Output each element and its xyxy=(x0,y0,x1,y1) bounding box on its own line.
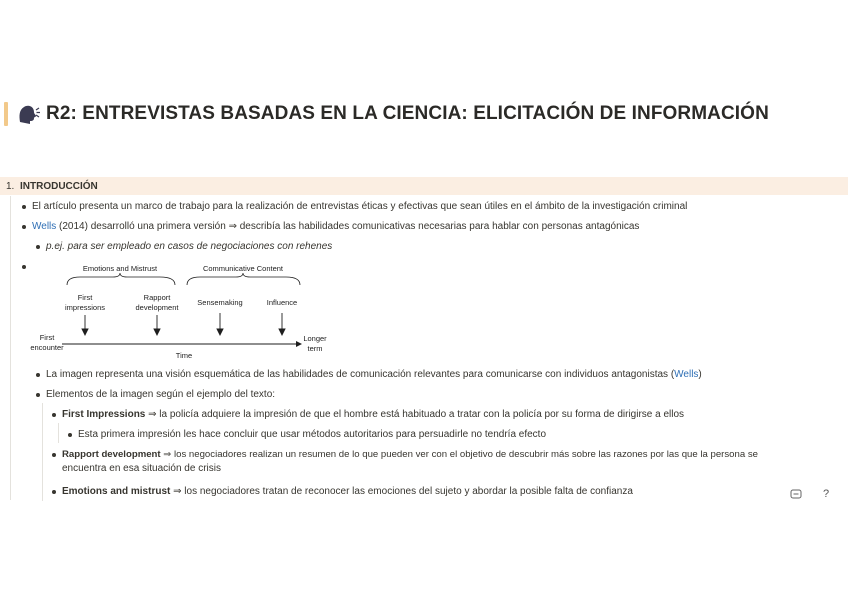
list-item-text: ⇒ los negociadores tratan de reconocer las emociones del sujeto y abordar la posible falta de confianza xyxy=(170,486,633,497)
list-item-text: ) xyxy=(698,369,702,380)
term-first-impressions: First Impressions xyxy=(62,409,146,420)
list-item xyxy=(62,448,758,461)
list-item xyxy=(62,408,684,421)
section-header[interactable] xyxy=(0,177,848,195)
diagram-label-first: First xyxy=(77,293,93,302)
term-rapport-development: Rapport development xyxy=(62,449,161,460)
diagram-label-rapport: Rapport xyxy=(143,293,171,302)
bullet-marker xyxy=(52,453,56,457)
nested-list-border xyxy=(42,403,43,501)
bullet-marker xyxy=(22,205,26,209)
comments-button[interactable] xyxy=(787,485,805,503)
diagram-timeline-arrowhead xyxy=(296,341,302,347)
bullet-marker xyxy=(36,245,40,249)
list-item-text: La imagen representa una visión esquemática de las habilidades de comunicación relevantes para comunicarse con individuos antagonistas ( xyxy=(46,369,675,380)
bullet-marker xyxy=(68,433,72,437)
diagram-label-start-1: First xyxy=(39,333,55,342)
diagram-label-sensemaking: Sensemaking xyxy=(197,298,243,307)
help-button[interactable] xyxy=(817,485,835,503)
list-item: Esta primera impresión les hace concluir que usar métodos autoritarios para persuadirle no tendría efecto xyxy=(78,429,547,440)
diagram-arrows xyxy=(82,313,285,335)
section-content-border xyxy=(10,196,11,500)
diagram-brace-right xyxy=(187,273,300,285)
diagram-label-influence: Influence xyxy=(266,298,298,307)
list-item: Elementos de la imagen según el ejemplo del texto: xyxy=(46,389,276,400)
diagram-axis-label: Time xyxy=(175,351,193,360)
list-item: p.ej. para ser empleado en casos de negociaciones con rehenes xyxy=(46,241,333,252)
diagram-label-development: development xyxy=(135,303,179,312)
bullet-marker xyxy=(36,393,40,397)
wells-link[interactable]: Wells xyxy=(674,369,699,380)
bullet-marker xyxy=(22,265,26,269)
speaking-head-icon xyxy=(16,102,40,126)
list-item xyxy=(46,368,702,381)
page-header xyxy=(0,99,769,129)
list-item-text: ⇒ la policía adquiere la impresión de que el hombre está habituado a tratar con la policía por su forma de dirigirse a ellos xyxy=(145,409,685,420)
communication-skills-diagram xyxy=(30,260,340,365)
help-icon: ? xyxy=(822,488,830,500)
comment-icon xyxy=(790,488,802,500)
page-title: R2: ENTREVISTAS BASADAS EN LA CIENCIA: ELICITACIÓN DE INFORMACIÓN xyxy=(46,103,769,124)
diagram-group-emotions: Emotions and Mistrust xyxy=(82,264,158,273)
list-item xyxy=(62,485,633,498)
bullet-marker xyxy=(52,490,56,494)
list-item-text: ⇒ los negociadores realizan un resumen de lo que pueden ver con el objetivo de descubrir más sobre las razones por las que la persona se xyxy=(160,449,758,460)
term-emotions-mistrust: Emotions and mistrust xyxy=(62,486,171,497)
list-item-text: (2014) desarrolló una primera versión ⇒ describía las habilidades comunicativas necesarias para hablar con personas antagónicas xyxy=(56,221,640,232)
nested-list-border xyxy=(58,423,59,443)
diagram-label-impressions: impressions xyxy=(64,303,106,312)
list-item-continuation: encuentra en esa situación de crisis xyxy=(62,463,221,474)
diagram-brace-left xyxy=(67,273,175,285)
bullet-marker xyxy=(52,413,56,417)
section-title: INTRODUCCIÓN xyxy=(20,180,98,192)
list-item xyxy=(32,220,639,233)
diagram-label-end-2: term xyxy=(307,344,323,353)
bullet-marker xyxy=(36,373,40,377)
title-accent-bar xyxy=(4,102,8,126)
diagram-label-end-1: Longer xyxy=(303,334,327,343)
list-item: El artículo presenta un marco de trabajo para la realización de entrevistas éticas y efectivas que sean útiles en el ámbito de la investigación criminal xyxy=(32,201,688,212)
wells-link[interactable]: Wells xyxy=(32,221,57,232)
section-number: 1. xyxy=(6,180,15,192)
diagram-label-start-2: encounter xyxy=(30,343,64,352)
diagram-group-communicative: Communicative Content xyxy=(202,264,284,273)
bullet-marker xyxy=(22,225,26,229)
